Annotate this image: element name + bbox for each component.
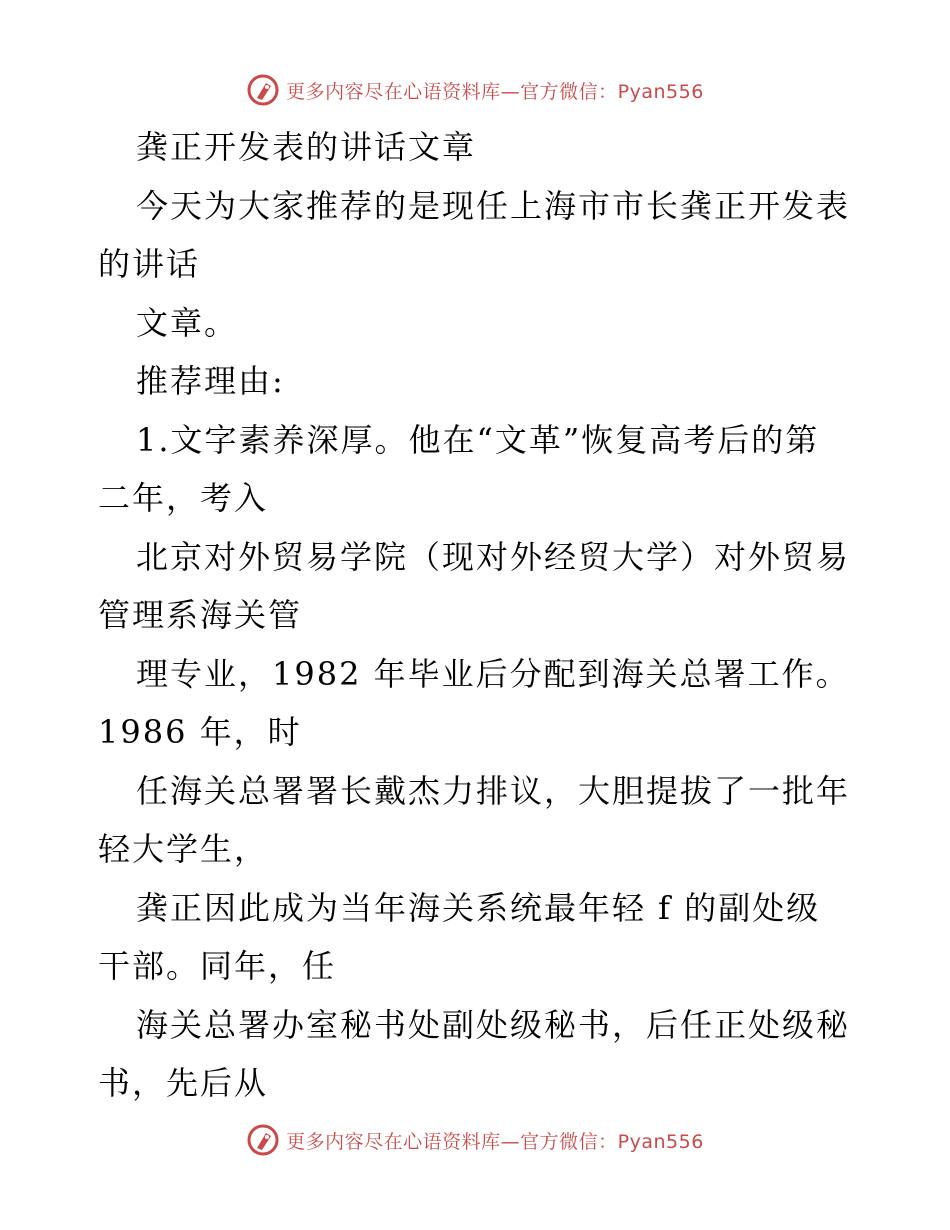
- footer-banner: [0, 1120, 950, 1160]
- paragraph-line: 龚正因此成为当年海关系统最年轻 f 的副处级: [136, 888, 821, 927]
- paragraph-line: 文章。: [136, 303, 239, 342]
- pen-nib-circle-icon: [246, 1123, 280, 1157]
- header-banner: [0, 70, 950, 110]
- document-body: [98, 118, 858, 1113]
- paragraph-line: 今天为大家推荐的是现任上海市市长龚正开发表: [136, 186, 851, 225]
- paragraph-line: 推荐理由:: [136, 362, 285, 400]
- paragraph-line: 任海关总署署长戴杰力排议，大胆提拔了一批年: [136, 771, 851, 810]
- pen-nib-circle-icon: [246, 73, 280, 107]
- paragraph-line: 北京对外贸易学院（现对外经贸大学）对外贸易: [136, 537, 851, 576]
- paragraph-line: 管理系海关管: [98, 596, 303, 634]
- paragraph-line: 1.文字素养深厚。他在“文革”恢复高考后的第: [136, 420, 820, 459]
- paragraph-line: 书，先后从: [98, 1064, 269, 1102]
- paragraph-line: 的讲话: [98, 245, 201, 283]
- document-title: 龚正开发表的讲话文章: [136, 128, 477, 166]
- footer-banner-text: 更多内容尽在心语资料库—官方微信：Pyan556: [286, 1130, 704, 1153]
- paragraph-line: 干部。同年，任: [98, 947, 337, 985]
- paragraph-line: 理专业，1982 年毕业后分配到海关总署工作。: [136, 654, 850, 693]
- header-banner-text: 更多内容尽在心语资料库—官方微信：Pyan556: [286, 80, 704, 103]
- paragraph-line: 海关总署办室秘书处副处级秘书，后任正处级秘: [136, 1005, 851, 1044]
- paragraph-line: 1986 年，时: [98, 713, 302, 751]
- paragraph-line: 二年，考入: [98, 479, 269, 517]
- paragraph-line: 轻大学生，: [98, 830, 269, 868]
